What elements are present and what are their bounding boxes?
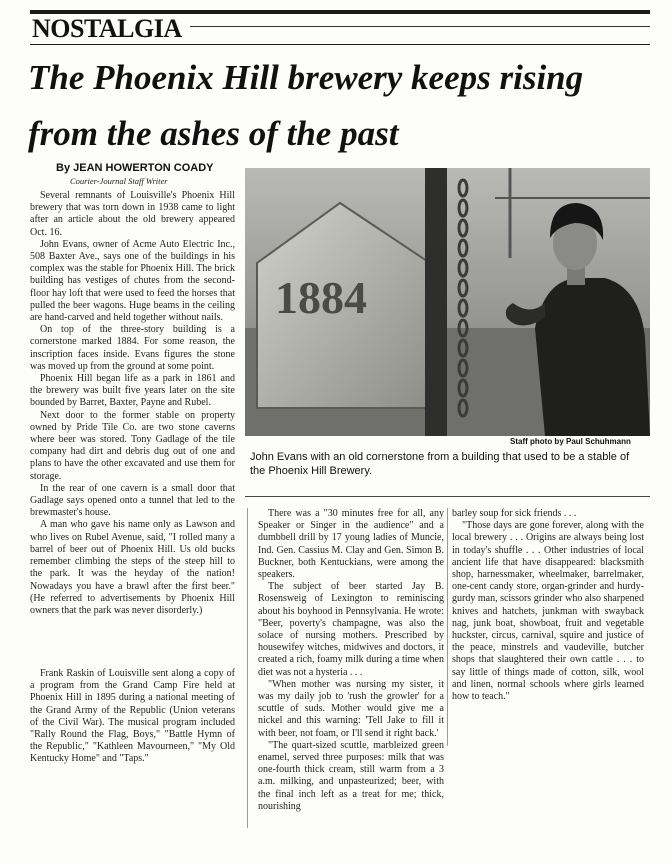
article-column-1-continued bbox=[30, 668, 235, 766]
paragraph: The subject of beer started Jay B. Rosensweig of Lexington to reminiscing about his boyhood in Pennsylvania. He wrote: "Beer, poverty's champagne, was also the solace of nursing mothers. Prescribed by housewifey witches, midwives and doctors, it created a rich, foamy milk during a time when diet was not a hysteria . . . bbox=[258, 581, 444, 678]
caption-rule bbox=[245, 496, 650, 497]
byline-affiliation: Courier-Journal Staff Writer bbox=[70, 176, 168, 186]
paragraph: "Those days are gone forever, along with the local brewery . . . Origins are always being lost in today's shuffle . . . Other industries of local ancient life that have disappeared: blacksmith shop, harnessmaker, wheelmaker, barrelmaker, one-cent candy store, organ-grinder and hurdy-gurdy man, scissors grinder who also sharpened knives and hatchets, junkman with swayback nag, junk boat, showboat, fruit and vegetable huckster, circus, carnival, squire and justice of the peace, minstrels and vaudeville, butcher shops that slaughtered their own cattle . . . to say little of things made of cotton, silk, wool and linen, normal schools where girls learned how to teach." bbox=[452, 520, 644, 703]
paragraph: In the rear of one cavern is a small door that Gadlage says opened onto a tunnel that led to the brewmaster's house. bbox=[30, 482, 235, 519]
column-divider bbox=[247, 508, 248, 828]
cornerstone-inscription: 1884 bbox=[275, 272, 367, 323]
photo-credit: Staff photo by Paul Schuhmann bbox=[510, 437, 631, 446]
paragraph: Next door to the former stable on property owned by Pride Tile Co. are two stone caverns where beer was stored. Tony Gadlage of the tile company had dirt and debris dug out of one and plans to have the other excavated and use them for storage. bbox=[30, 409, 235, 482]
paragraph: "When mother was nursing my sister, it was my daily job to 'rush the growler' for a scuttle of suds. Mother would give me a nickel and this warning: 'Tell Jake to fill it with beer, not foam, or I'll send it right back.' bbox=[258, 678, 444, 739]
kicker-rule bbox=[190, 26, 650, 27]
article-column-1 bbox=[30, 190, 235, 617]
section-kicker: NOSTALGIA bbox=[32, 14, 182, 43]
section-header bbox=[30, 10, 650, 45]
paragraph: On top of the three-story building is a cornerstone marked 1884. For some reason, the inscription faces inside. Evans figures the stone was moved up from the ground at some point. bbox=[30, 324, 235, 372]
paragraph: A man who gave his name only as Lawson and who lives on Rubel Avenue, said, "I rolled many a barrel of beer out of Phoenix Hill. Us old bucks remember climbing the steps of the steep hill to the park. It was the heyday of the nation! Nowadays you have a brawl after the first beer." (He referred to advertisements by Phoenix Hill owners that the park was never disorderly.) bbox=[30, 519, 235, 616]
article-column-3 bbox=[452, 508, 644, 703]
photo-caption: John Evans with an old cornerstone from a building that used to be a stable of the Phoenix Hill Brewery. bbox=[250, 451, 630, 477]
photo-illustration bbox=[245, 168, 650, 436]
paragraph: Phoenix Hill began life as a park in 1861 and the brewery was built five years later on the site bounded by Barret, Baxter, Payne and Rubel. bbox=[30, 373, 235, 409]
photo-cornerstone bbox=[245, 168, 650, 436]
paragraph: Frank Raskin of Louisville sent along a copy of a program from the Grand Camp Fire held at Phoenix Hill in 1895 during a national meeting of the Grand Army of the Republic (Union veterans of the Civil War). The musical program included "Rally Round the Flag, Boys," "Battle Hymn of the Republic," "Kathleen Mavourneen," "My Old Kentucky Home" and "Taps." bbox=[30, 668, 235, 765]
paragraph: "The quart-sized scuttle, marbleized green enamel, served three purposes: milk that was one-fourth thick cream, still warm from a 3 a.m. milking, and unpasteurized; beer, with the final inch left as a treat for me; thick, nourishing bbox=[258, 739, 444, 812]
headline: The Phoenix Hill brewery keeps rising from the ashes of the past bbox=[28, 58, 584, 153]
column-divider bbox=[447, 508, 448, 746]
paragraph: There was a "30 minutes free for all, any Speaker or Singer in the audience" and a dumbbell drill by 17 young ladies of Muncie, Ind. Gen. Cassius M. Clay and Gen. Simon B. Buckner, both Kentuckians, were among the speakers. bbox=[258, 508, 444, 581]
paragraph: Several remnants of Louisville's Phoenix Hill brewery that was torn down in 1938 came to light after an article about the old brewery appeared Oct. 16. bbox=[30, 190, 235, 238]
article-column-2 bbox=[258, 508, 444, 813]
byline: By JEAN HOWERTON COADY bbox=[56, 162, 214, 174]
paragraph: barley soup for sick friends . . . bbox=[452, 508, 577, 519]
paragraph: John Evans, owner of Acme Auto Electric Inc., 508 Baxter Ave., says one of the buildings in his complex was the stable for Phoenix Hill. The brick building has vestiges of chutes from the second-floor hay loft that were used to feed the horses that pulled the beer wagons. Huge beams in the ceiling are hand-carved and held together without nails. bbox=[30, 238, 235, 324]
